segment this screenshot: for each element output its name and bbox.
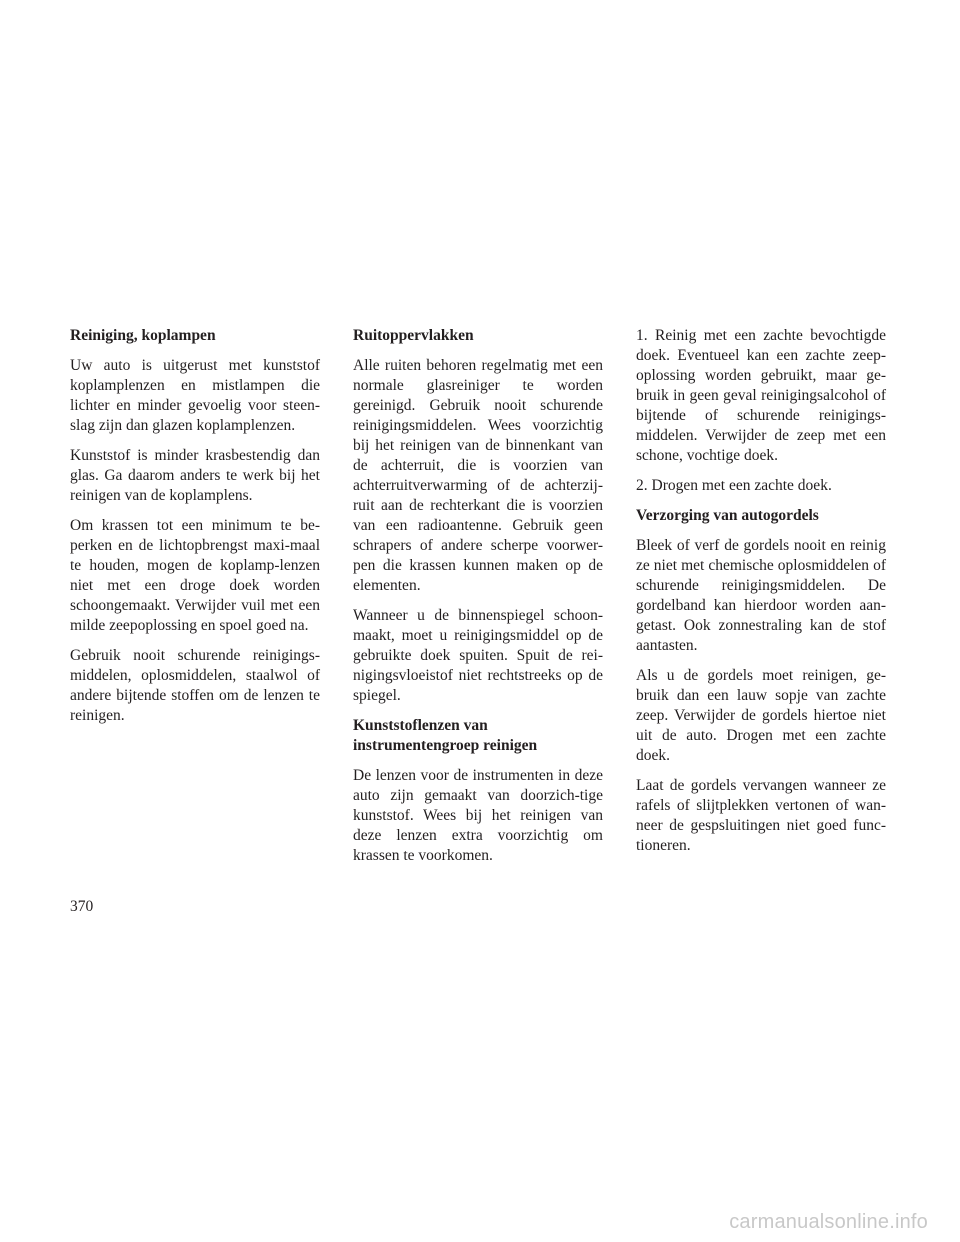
- section-heading-headlamp-cleaning: Reiniging, koplampen: [70, 327, 216, 344]
- paragraph: Als u de gordels moet reinigen, ge-bruik dan een lauw sopje van zachte zeep. Verwijder de gordels hiertoe niet uit de auto. Drogen met een zachte doek.: [636, 667, 886, 764]
- page-number: 370: [70, 898, 94, 915]
- paragraph: Alle ruiten behoren regelmatig met een normale glasreiniger te worden gereinigd. Gebruik nooit schurende reinigingsmiddelen. Wees voorzichtig bij het reinigen van de binnenkant van de achterruit, die is voorzien van achterruitverwarming of de achterzij-ruit aan de rechterkant die is voorzien van een radioantenne. Gebruik geen schrapers of andere scherpe voorwer-pen die krassen kunnen maken op de elementen.: [353, 357, 603, 594]
- section-heading-window-surfaces: Ruitoppervlakken: [353, 327, 474, 344]
- paragraph: Laat de gordels vervangen wanneer ze rafels of slijtplekken vertonen of wan-neer de gespsluitingen niet goed func-tioneren.: [636, 777, 886, 854]
- column-left: [70, 326, 320, 736]
- paragraph: Uw auto is uitgerust met kunststof koplamplenzen en mistlampen die lichter en minder gevoelig voor steen-slag zijn dan glazen koplamplenzen.: [70, 357, 320, 434]
- column-middle: [353, 326, 603, 876]
- paragraph: Om krassen tot een minimum te be-perken en de lichtopbrengst maxi-maal te houden, mogen de koplamp-lenzen niet met een droge doek worden schoongemaakt. Verwijder vuil met een milde zeepoplossing en spoel goed na.: [70, 517, 320, 634]
- paragraph: Wanneer u de binnenspiegel schoon-maakt, moet u reinigingsmiddel op de gebruikte doek spuiten. Spuit de rei-nigingsvloeistof niet rechtstreeks op de spiegel.: [353, 607, 603, 704]
- paragraph: Kunststof is minder krasbestendig dan glas. Ga daarom anders te werk bij het reinigen van de koplamplens.: [70, 447, 320, 504]
- paragraph: Gebruik nooit schurende reinigings-middelen, oplosmiddelen, staalwol of andere bijtende stoffen om de lenzen te reinigen.: [70, 647, 320, 724]
- paragraph: De lenzen voor de instrumenten in deze auto zijn gemaakt van doorzich-tige kunststof. Wees bij het reinigen van deze lenzen extra voorzichtig om krassen te voorkomen.: [353, 767, 603, 864]
- paragraph: Bleek of verf de gordels nooit en reinig ze niet met chemische oplosmiddelen of schurende reinigingsmiddelen. De gordelband kan hierdoor worden aan-getast. Ook zonnestraling kan de stof aantasten.: [636, 537, 886, 654]
- column-right: [636, 326, 886, 866]
- section-heading-seatbelt-care: Verzorging van autogordels: [636, 507, 819, 524]
- step-item: 2. Drogen met een zachte doek.: [636, 477, 832, 494]
- watermark: carmanualsonline.info: [729, 1211, 928, 1233]
- step-item: 1. Reinig met een zachte bevochtigde doek. Eventueel kan een zachte zeep-oplossing worden gebruikt, maar ge-bruik in geen geval reinigingsalcohol of bijtende of schurende reinigings-middelen. Verwijder de zeep met een schone, vochtige doek.: [636, 327, 886, 464]
- section-heading-instrument-lenses: Kunststoflenzen van instrumentengroep reinigen: [353, 717, 538, 754]
